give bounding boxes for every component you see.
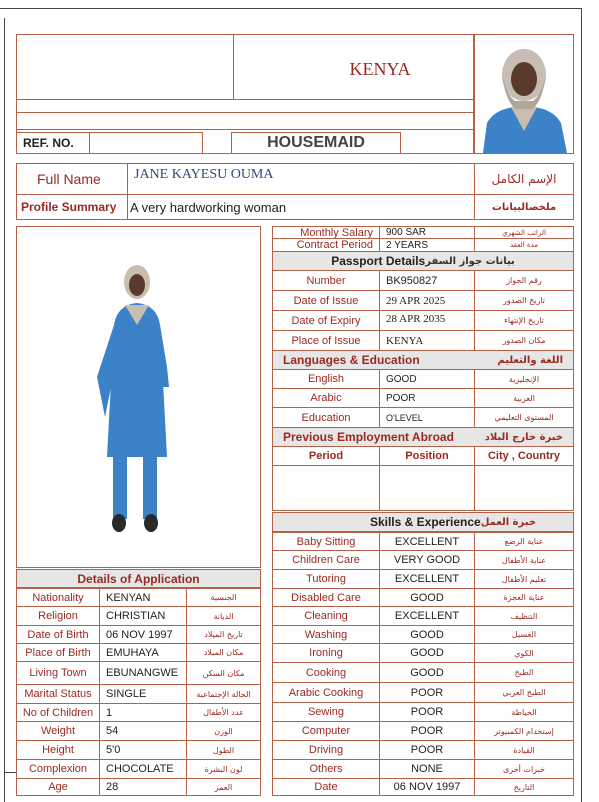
passport-arabic-0: رقم الجواز xyxy=(474,270,574,291)
skill-value: GOOD xyxy=(379,662,475,683)
full-body-photo xyxy=(16,226,261,568)
language-arabic-0: الإنجليزية xyxy=(474,369,574,389)
employment-empty-country xyxy=(474,465,574,511)
application-value: 28 xyxy=(99,778,187,796)
header-row-3 xyxy=(16,112,474,130)
application-value: SINGLE xyxy=(99,684,187,704)
skill-label: Driving xyxy=(272,740,380,760)
application-value: 5'0 xyxy=(99,740,187,760)
skill-label: Cooking xyxy=(272,662,380,683)
skill-arabic: الطبخ xyxy=(474,662,574,683)
languages-title-arabic: اللغة والتعليم xyxy=(497,354,563,366)
passport-value-0: BK950827 xyxy=(379,270,475,291)
skill-arabic: التاريخ xyxy=(474,778,574,796)
employment-title: Previous Employment Abroad xyxy=(283,430,454,444)
application-arabic: الديانة xyxy=(186,606,261,626)
skill-arabic: الخياطة xyxy=(474,702,574,722)
skill-value: 06 NOV 1997 xyxy=(379,778,475,796)
application-label: Date of Birth xyxy=(16,625,100,644)
salary-label-1: Contract Period xyxy=(272,238,380,252)
salary-value-1: 2 YEARS xyxy=(379,238,475,252)
profile-summary-label: Profile Summary xyxy=(16,194,128,220)
application-label: Height xyxy=(16,740,100,760)
skill-arabic: الكوي xyxy=(474,643,574,663)
application-label: Age xyxy=(16,778,100,796)
salary-value-0: 900 SAR xyxy=(379,226,475,239)
language-label-1: Arabic xyxy=(272,388,380,408)
employment-empty-period xyxy=(272,465,380,511)
skill-value: POOR xyxy=(379,721,475,741)
country-title: KENYA xyxy=(349,58,411,79)
salary-arabic-1: مدة العقد xyxy=(474,238,574,252)
language-value-0: GOOD xyxy=(379,369,475,389)
language-label-0: English xyxy=(272,369,380,389)
languages-header xyxy=(272,350,574,370)
passport-value-3: KENYA xyxy=(379,330,475,351)
skill-label: Tutoring xyxy=(272,569,380,589)
application-arabic: العمر xyxy=(186,778,261,796)
passport-value-2: 28 APR 2035 xyxy=(379,310,475,331)
languages-title: Languages & Education xyxy=(283,353,420,367)
skill-label: Ironing xyxy=(272,643,380,663)
passport-arabic-3: مكان الصدور xyxy=(474,330,574,351)
application-label: Living Town xyxy=(16,661,100,685)
application-arabic: الوزن xyxy=(186,721,261,741)
application-label: Religion xyxy=(16,606,100,626)
application-arabic: الحالة الإجتماعية xyxy=(186,684,261,704)
skill-arabic: التنظيف xyxy=(474,606,574,626)
skill-arabic: القيادة xyxy=(474,740,574,760)
application-value: EMUHAYA xyxy=(99,643,187,662)
passport-title: Passport Details xyxy=(331,254,426,268)
passport-label-2: Date of Expiry xyxy=(272,310,380,331)
skill-value: VERY GOOD xyxy=(379,550,475,570)
passport-arabic-1: تاريخ الصدور xyxy=(474,290,574,311)
skills-header xyxy=(272,512,574,532)
position-title: HOUSEMAID xyxy=(231,132,401,154)
employment-header xyxy=(272,427,574,447)
full-name-label: Full Name xyxy=(16,163,128,195)
skill-value: EXCELLENT xyxy=(379,569,475,589)
application-value: EBUNANGWE xyxy=(99,661,187,685)
headshot-photo xyxy=(474,34,574,154)
application-value: 06 NOV 1997 xyxy=(99,625,187,644)
skill-arabic: إستخدام الكمبيوتر xyxy=(474,721,574,741)
page-top-rule xyxy=(0,8,582,9)
employment-col-country: City , Country xyxy=(474,446,574,466)
skill-label: Sewing xyxy=(272,702,380,722)
application-arabic: لون البشرة xyxy=(186,759,261,779)
application-value: KENYAN xyxy=(99,588,187,607)
header-row-2 xyxy=(16,99,474,113)
language-arabic-2: المستوى التعليمي xyxy=(474,407,574,428)
application-value: 1 xyxy=(99,703,187,722)
passport-title-arabic: بيانات جواز السفر xyxy=(425,255,515,267)
application-arabic: مكان السكن xyxy=(186,661,261,685)
application-arabic: الطول xyxy=(186,740,261,760)
skill-value: POOR xyxy=(379,740,475,760)
skill-value: EXCELLENT xyxy=(379,532,475,551)
employment-empty-position xyxy=(379,465,475,511)
page-left-rule xyxy=(4,18,5,802)
employment-col-position: Position xyxy=(379,446,475,466)
skills-title-arabic: خبرة العمل xyxy=(480,516,537,528)
profile-summary-arabic: ملخصالبيانات xyxy=(474,194,574,220)
application-label: Weight xyxy=(16,721,100,741)
skill-value: POOR xyxy=(379,702,475,722)
application-label: Complexion xyxy=(16,759,100,779)
application-label: No of Children xyxy=(16,703,100,722)
passport-value-1: 29 APR 2025 xyxy=(379,290,475,311)
skill-value: POOR xyxy=(379,682,475,703)
full-name-value: JANE KAYESU OUMA xyxy=(127,163,475,195)
skills-title: Skills & Experience xyxy=(369,515,481,529)
skill-label: Children Care xyxy=(272,550,380,570)
skill-label: Disabled Care xyxy=(272,588,380,607)
ref-value xyxy=(89,132,203,154)
employment-col-period: Period xyxy=(272,446,380,466)
passport-arabic-2: تاريخ الإنتهاء xyxy=(474,310,574,331)
ref-label: REF. NO. xyxy=(16,132,90,154)
application-value: CHRISTIAN xyxy=(99,606,187,626)
skill-value: GOOD xyxy=(379,625,475,644)
page-right-rule xyxy=(581,8,582,802)
skill-value: GOOD xyxy=(379,588,475,607)
skill-label: Arabic Cooking xyxy=(272,682,380,703)
skill-arabic: الطبخ العربي xyxy=(474,682,574,703)
language-arabic-1: العربية xyxy=(474,388,574,408)
skill-label: Washing xyxy=(272,625,380,644)
application-arabic: مكان الميلاد xyxy=(186,643,261,662)
skill-arabic: عناية الرضع xyxy=(474,532,574,551)
skill-arabic: عناية الأطفال xyxy=(474,550,574,570)
application-arabic: عدد الأطفال xyxy=(186,703,261,722)
skill-arabic: عناية العجزة xyxy=(474,588,574,607)
application-label: Nationality xyxy=(16,588,100,607)
skill-arabic: تعليم الأطفال xyxy=(474,569,574,589)
application-label: Place of Birth xyxy=(16,643,100,662)
language-value-1: POOR xyxy=(379,388,475,408)
skill-value: EXCELLENT xyxy=(379,606,475,626)
salary-label-0: Monthly Salary xyxy=(272,226,380,239)
full-name-arabic: الإسم الكامل xyxy=(474,163,574,195)
language-label-2: Education xyxy=(272,407,380,428)
passport-label-1: Date of Issue xyxy=(272,290,380,311)
application-value: CHOCOLATE xyxy=(99,759,187,779)
skill-value: NONE xyxy=(379,759,475,779)
skill-label: Computer xyxy=(272,721,380,741)
skill-label: Date xyxy=(272,778,380,796)
passport-label-0: Number xyxy=(272,270,380,291)
salary-arabic-0: الراتب الشهري xyxy=(474,226,574,239)
language-value-2: O'LEVEL xyxy=(379,407,475,428)
application-arabic: تاريخ الميلاد xyxy=(186,625,261,644)
skill-arabic: خبرات أخرى xyxy=(474,759,574,779)
profile-summary-value: A very hardworking woman xyxy=(127,194,475,220)
skill-arabic: الغسيل xyxy=(474,625,574,644)
employment-title-arabic: خبرة خارج البلاد xyxy=(484,431,563,443)
application-header: Details of Application xyxy=(16,569,261,588)
header-left-box xyxy=(16,34,234,100)
application-label: Marital Status xyxy=(16,684,100,704)
skill-label: Others xyxy=(272,759,380,779)
application-value: 54 xyxy=(99,721,187,741)
skill-label: Baby Sitting xyxy=(272,532,380,551)
skill-label: Cleaning xyxy=(272,606,380,626)
skill-value: GOOD xyxy=(379,643,475,663)
application-arabic: الجنسية xyxy=(186,588,261,607)
bottom-left-rule xyxy=(4,772,16,773)
passport-label-3: Place of Issue xyxy=(272,330,380,351)
passport-header xyxy=(272,251,574,271)
